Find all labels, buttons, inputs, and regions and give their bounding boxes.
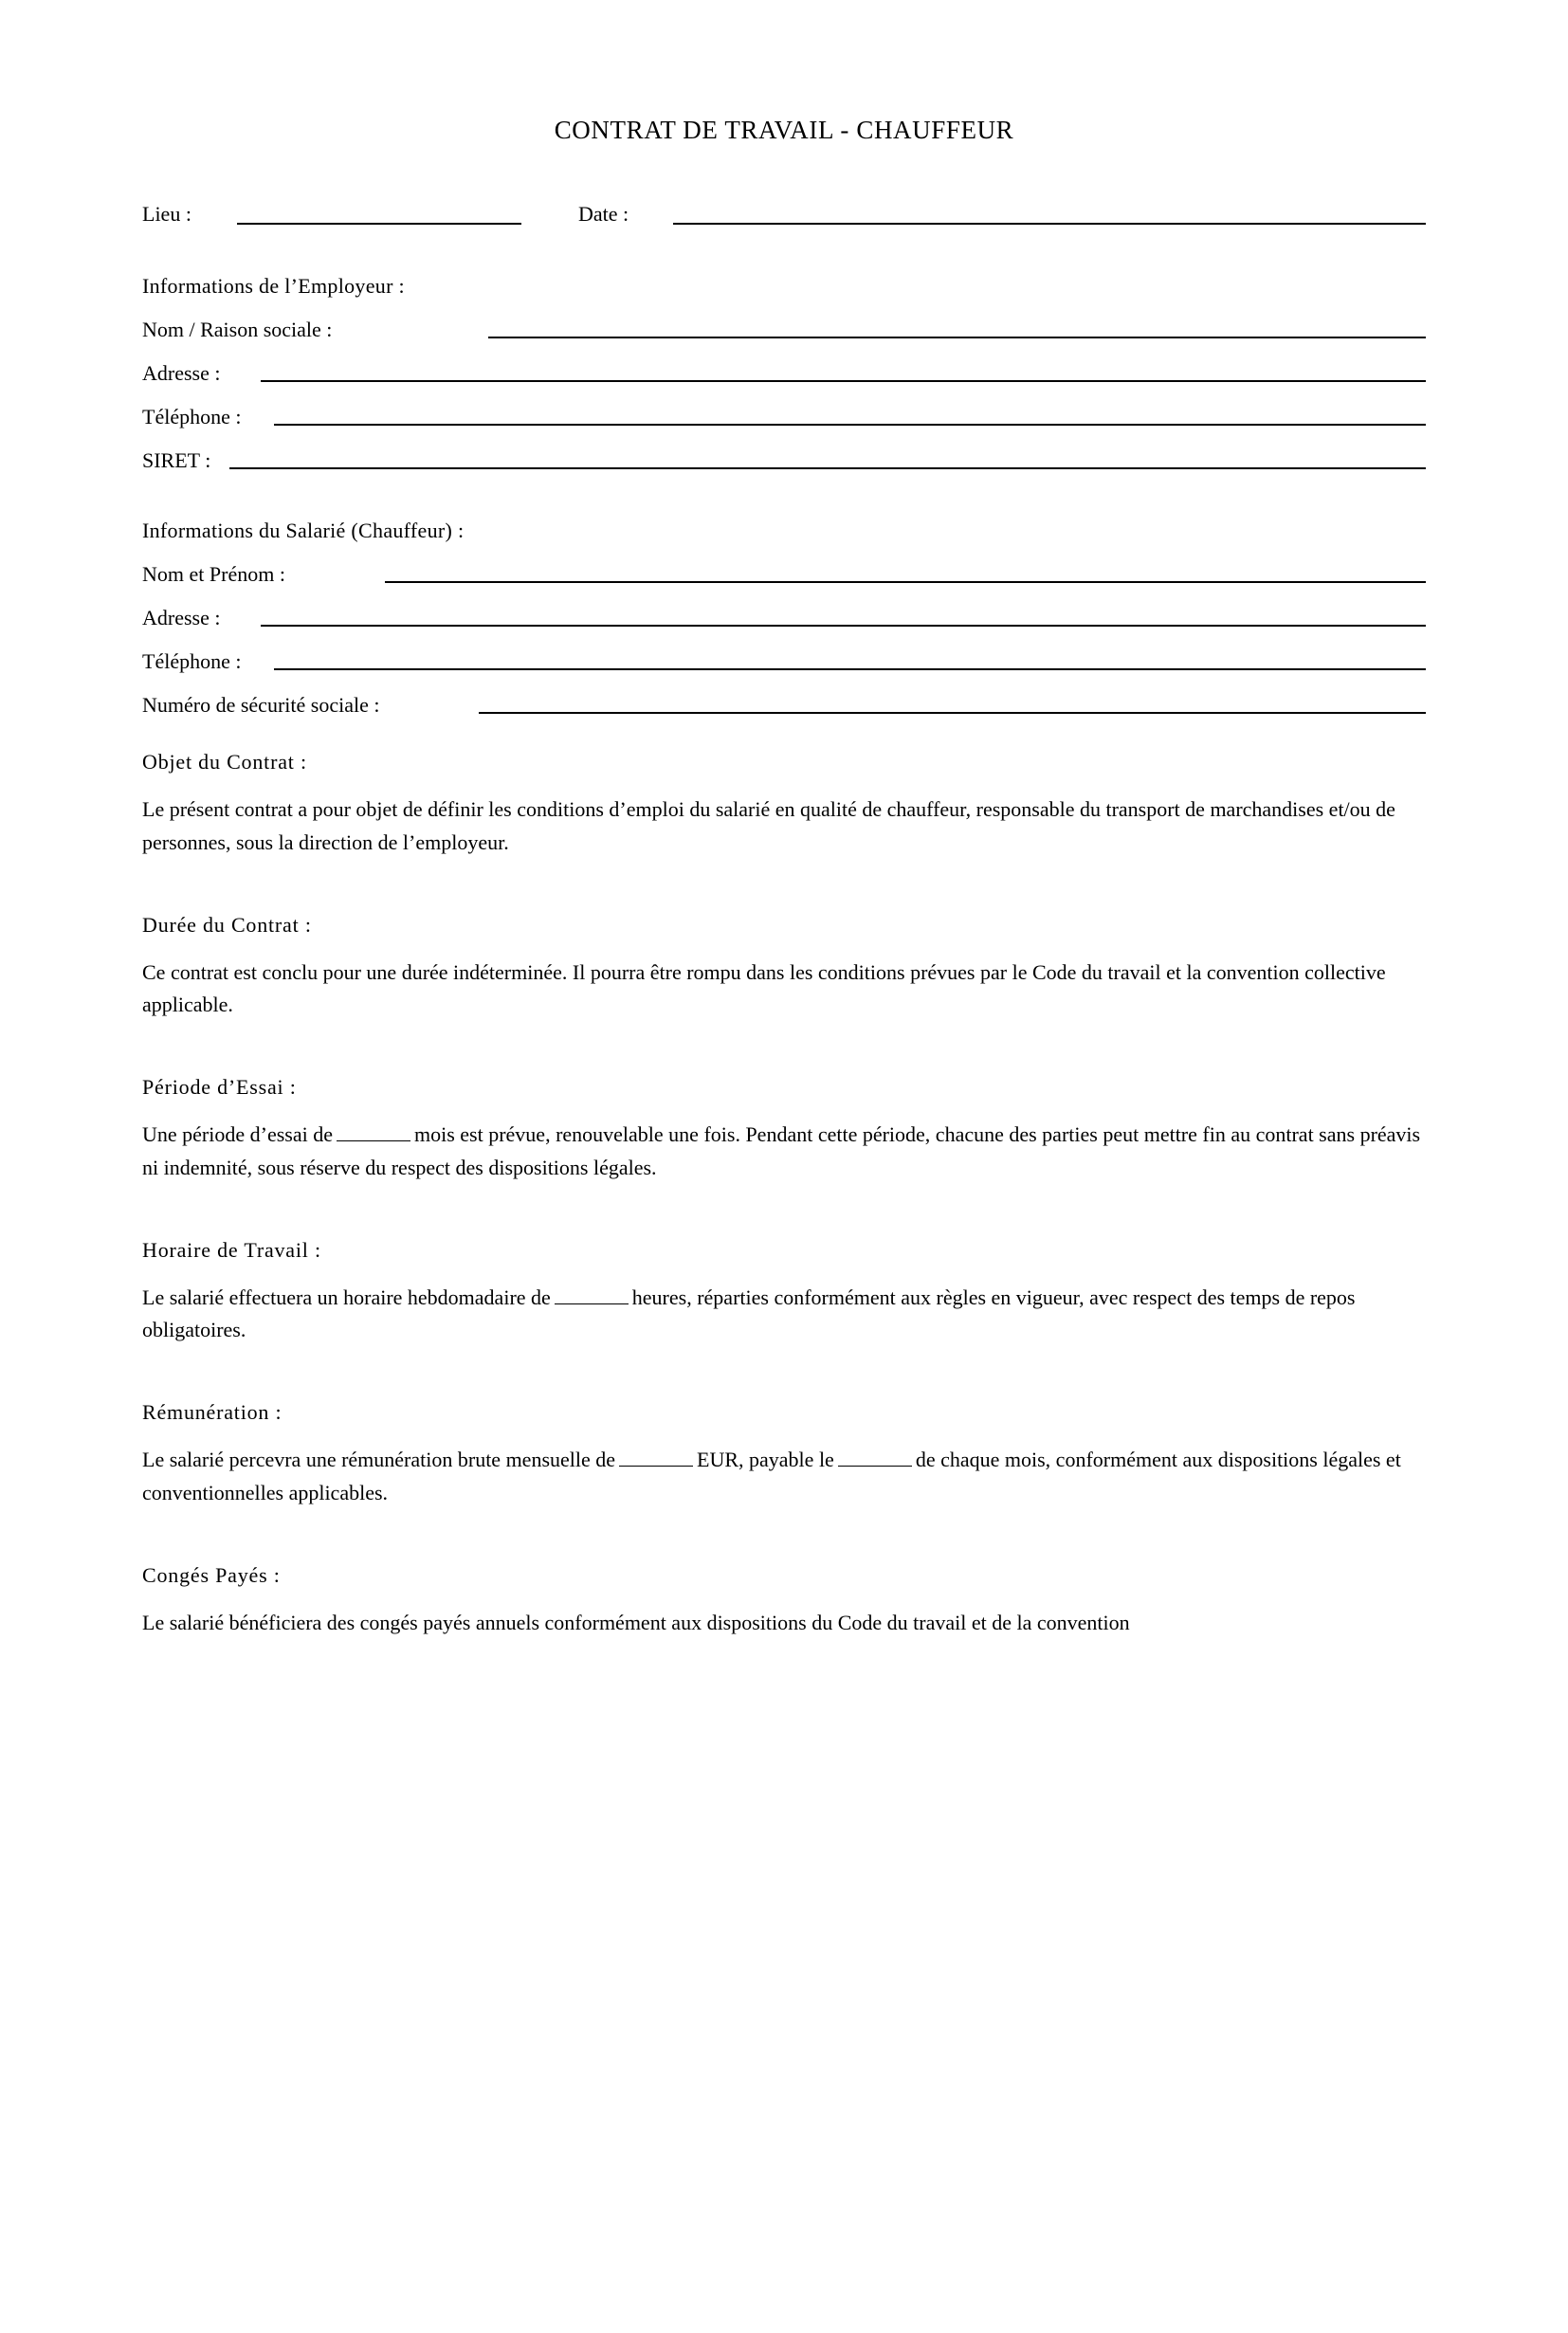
employee-section [142, 519, 1426, 716]
employer-phone-input[interactable] [274, 405, 1426, 426]
employee-heading: Informations du Salarié (Chauffeur) : [142, 519, 465, 542]
employee-name-label: Nom et Prénom : [142, 562, 285, 586]
remuneration-text-part1: Le salarié percevra une rémunération brute mensuelle de [142, 1448, 616, 1471]
document-body [142, 202, 1426, 1639]
horaire-text [142, 1282, 1426, 1348]
horaire-text-part2: heures, réparties conformément aux règles en vigueur, avec respect des temps de repos obligatoires. [142, 1285, 1356, 1342]
employer-phone-label: Téléphone : [142, 405, 242, 428]
employer-field-phone [142, 405, 1426, 428]
employer-siret-label: SIRET : [142, 448, 211, 472]
essai-text-part1: Une période d’essai de [142, 1122, 333, 1146]
section-objet [142, 750, 1426, 860]
section-conges [142, 1563, 1426, 1640]
remuneration-text [142, 1444, 1426, 1510]
section-duree [142, 913, 1426, 1023]
essai-text-part2: mois est prévue, renouvelable une fois. Pendant cette période, chacune des parties peut mettre fin au contrat sans préavis ni indemnité, sous réserve du respect des dispositions légales. [142, 1122, 1421, 1179]
employee-field-phone [142, 649, 1426, 672]
employee-address-label: Adresse : [142, 606, 221, 629]
conges-heading: Congés Payés : [142, 1562, 281, 1587]
objet-text: Le présent contrat a pour objet de définir les conditions d’emploi du salarié en qualité de chauffeur, responsable du transport de marchandises et/ou de personnes, sous la direction de l’employeur. [142, 797, 1395, 854]
lieu-label: Lieu : [142, 202, 191, 226]
employer-address-label: Adresse : [142, 361, 221, 385]
duree-heading: Durée du Contrat : [142, 912, 312, 937]
remuneration-heading: Rémunération : [142, 1400, 283, 1424]
employee-field-address [142, 606, 1426, 629]
employer-field-name [142, 318, 1426, 340]
objet-heading: Objet du Contrat : [142, 750, 307, 774]
horaire-heading: Horaire de Travail : [142, 1237, 321, 1262]
horaire-hours-input[interactable] [555, 1303, 629, 1304]
remuneration-text-part3: de chaque mois, conformément aux dispositions légales et conventionnelles applicables. [142, 1448, 1401, 1504]
employee-field-name [142, 562, 1426, 585]
employee-address-input[interactable] [261, 606, 1426, 627]
employee-ssn-label: Numéro de sécurité sociale : [142, 693, 380, 717]
employer-field-siret [142, 448, 1426, 471]
employer-name-label: Nom / Raison sociale : [142, 318, 333, 341]
employee-phone-input[interactable] [274, 649, 1426, 670]
remuneration-payday-input[interactable] [838, 1466, 912, 1467]
employer-address-input[interactable] [261, 361, 1426, 382]
essai-heading: Période d’Essai : [142, 1075, 297, 1099]
lieu-date-row [142, 202, 1426, 227]
employee-ssn-input[interactable] [479, 693, 1426, 714]
employer-siret-input[interactable] [229, 448, 1426, 469]
section-remuneration [142, 1400, 1426, 1510]
page-title: CONTRAT DE TRAVAIL - CHAUFFEUR [554, 116, 1014, 144]
essai-months-input[interactable] [337, 1140, 410, 1141]
section-periode-essai [142, 1075, 1426, 1185]
employer-field-address [142, 361, 1426, 384]
employee-field-ssn [142, 693, 1426, 716]
remuneration-text-part2: EUR, payable le [697, 1448, 834, 1471]
section-horaire [142, 1238, 1426, 1348]
conges-text: Le salarié bénéficiera des congés payés annuels conformément aux dispositions du Code du travail et de la convention [142, 1610, 1130, 1634]
employer-heading: Informations de l’Employeur : [142, 274, 405, 298]
document-page [0, 116, 1568, 2333]
horaire-text-part1: Le salarié effectuera un horaire hebdomadaire de [142, 1285, 551, 1309]
duree-text: Ce contrat est conclu pour une durée indéterminée. Il pourra être rompu dans les conditions prévues par le Code du travail et la convention collective applicable. [142, 959, 1386, 1017]
lieu-input[interactable] [237, 204, 521, 225]
employer-name-input[interactable] [488, 318, 1426, 338]
essai-text [142, 1119, 1426, 1185]
employee-name-input[interactable] [385, 562, 1426, 583]
date-label: Date : [578, 202, 629, 226]
employee-phone-label: Téléphone : [142, 649, 242, 673]
employer-section [142, 274, 1426, 471]
date-input[interactable] [673, 204, 1426, 225]
remuneration-amount-input[interactable] [619, 1466, 693, 1467]
